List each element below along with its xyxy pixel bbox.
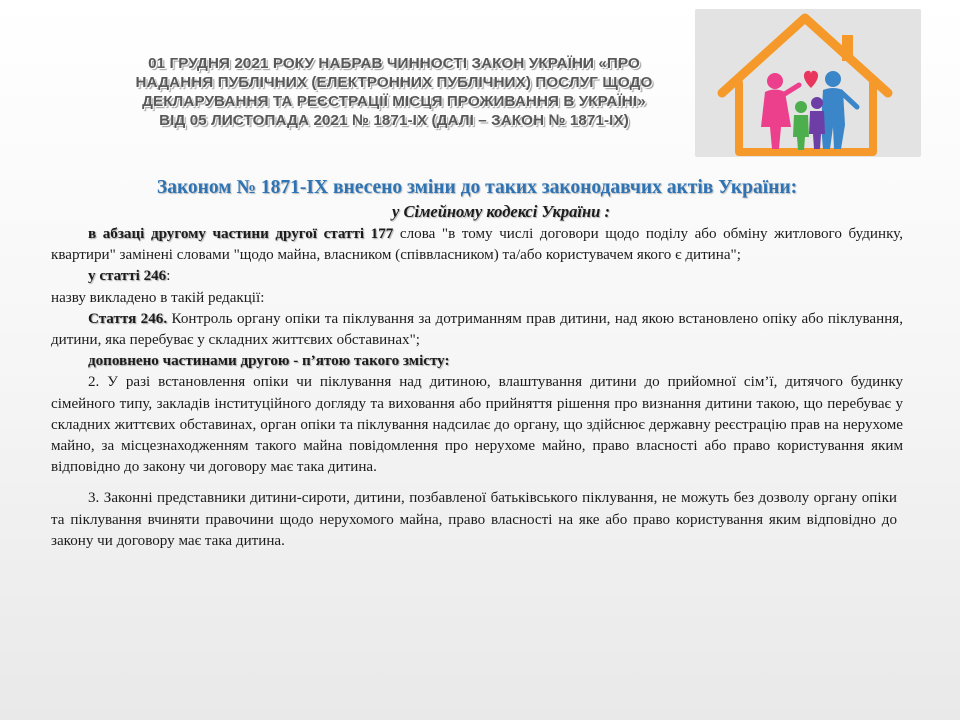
paragraph-part-3: 3. Законні представники дитини-сироти, дитини, позбавленої батьківського піклування, не можуть без дозволу органу опіки та піклування вчиняти правочини щодо нерухомого майна, право власності на яке або право користування яким відповідно до закону чи договору має така дитина. bbox=[51, 490, 897, 549]
adult-right-arm bbox=[842, 93, 857, 107]
paragraph-text: слова "в тому числі договори щодо поділу або обміну житлового будинку, квартири" замінені словами "щодо майна, власником (співвласником) та/або користувачем якого є дитина"; bbox=[51, 226, 903, 264]
paragraph-text: : bbox=[166, 268, 171, 285]
family-house-illustration bbox=[695, 9, 921, 157]
section-subheading: у Сімейному кодексі України : bbox=[392, 202, 610, 221]
family-house-icon bbox=[695, 9, 921, 157]
paragraph-lead: доповнено частинами другою - п’ятою такого змісту: bbox=[88, 353, 450, 370]
title-line-2: НАДАННЯ ПУБЛІЧНИХ (ЕЛЕКТРОННИХ ПУБЛІЧНИХ) ПОСЛУГ ЩОДО bbox=[135, 74, 653, 91]
child-right-head bbox=[811, 97, 823, 109]
title-line-4: ВІД 05 ЛИСТОПАДА 2021 № 1871-IX (ДАЛІ – ЗАКОН № 1871-IX) bbox=[159, 112, 629, 129]
heart-icon bbox=[804, 71, 818, 88]
paragraph-lead: в абзаці другому частини другої статті 177 bbox=[88, 226, 394, 242]
slide-title bbox=[40, 54, 748, 130]
adult-right-body bbox=[821, 88, 845, 149]
house-chimney bbox=[842, 35, 853, 61]
document-body bbox=[51, 176, 903, 552]
section-heading: Законом № 1871-IX внесено зміни до таких законодавчих актів України: bbox=[156, 177, 798, 198]
paragraph-rename-note: назву викладено в такій редакції: bbox=[51, 289, 265, 306]
child-middle-body bbox=[793, 115, 809, 150]
paragraph-article-246 bbox=[51, 266, 903, 287]
paragraph-lead: Стаття 246. bbox=[88, 310, 168, 327]
adult-left-arm bbox=[783, 85, 799, 95]
adult-left-head bbox=[767, 73, 783, 89]
paragraph-lead: у статті 246 bbox=[88, 268, 167, 285]
child-middle-head bbox=[795, 101, 807, 113]
house-roof bbox=[722, 18, 888, 93]
title-line-1: 01 ГРУДНЯ 2021 РОКУ НАБРАВ ЧИННОСТІ ЗАКОН УКРАЇНИ «ПРО bbox=[148, 55, 640, 72]
paragraph-article-246-title bbox=[51, 309, 903, 351]
adult-right-head bbox=[825, 71, 841, 87]
paragraph-text: Контроль органу опіки та піклування за дотриманням прав дитини, над якою встановлено опіку або піклування, дитини, яка перебуває у складних життєвих обставинах"; bbox=[51, 310, 904, 349]
paragraph-article-177 bbox=[51, 224, 903, 266]
paragraph-part-2: 2. У разі встановлення опіки чи піклування над дитиною, влаштування дитини до прийомної сім’ї, дитячого будинку сімейного типу, закладів інституційного догляду та виховання або прийняття рішення про визнання дитини такою, що перебуває у складних життєвих обставинах, орган опіки та піклування надсилає до органу, що здійснює державну реєстрацію прав на нерухоме майно, за місцезнаходженням такого майна повідомлення про нерухоме майно, право власності або право користування яким відповідно до закону чи договору має така дитина. bbox=[51, 374, 903, 476]
paragraph-additions-note bbox=[51, 351, 903, 372]
title-line-3: ДЕКЛАРУВАННЯ ТА РЕЄСТРАЦІЇ МІСЦЯ ПРОЖИВАННЯ В УКРАЇНІ» bbox=[142, 93, 646, 110]
adult-left-body bbox=[761, 90, 791, 150]
